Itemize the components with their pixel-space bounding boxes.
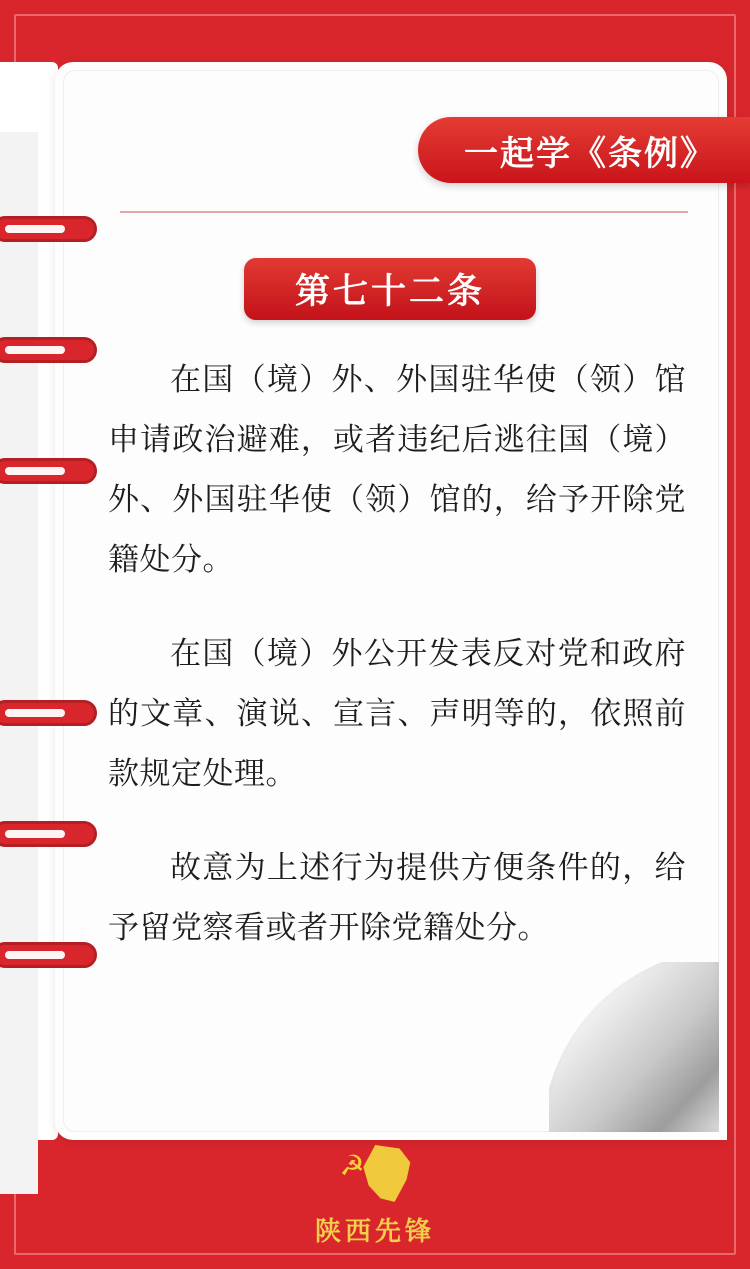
footer-logo-mark <box>329 1143 421 1209</box>
binder-ring <box>0 337 97 363</box>
hammer-sickle-icon: ☭ <box>339 1150 365 1181</box>
header-ribbon <box>418 117 750 183</box>
article-paragraph: 故意为上述行为提供方便条件的，给予留党察看或者开除党籍处分。 <box>108 850 686 945</box>
footer-branding <box>0 1143 750 1255</box>
article-badge-label: 第七十二条 <box>294 272 485 311</box>
binder-ring <box>0 458 97 484</box>
binder-ring <box>0 942 97 968</box>
notebook-spine-shadow <box>0 132 38 1194</box>
article-paragraph: 在国（境）外公开发表反对党和政府的文章、演说、宣言、声明等的，依照前款规定处理。 <box>108 636 686 791</box>
article-badge <box>244 258 536 320</box>
binder-ring <box>0 821 97 847</box>
footer-logo-label: 陕西先锋 <box>314 1216 435 1246</box>
header-ribbon-label: 一起学《条例》 <box>464 134 716 173</box>
article-paragraph: 在国（境）外、外国驻华使（领）馆申请政治避难，或者违纪后逃往国（境）外、外国驻华使（领）馆的，给予开除党籍处分。 <box>108 362 686 577</box>
article-body <box>108 350 686 992</box>
binder-ring <box>0 216 97 242</box>
header-divider <box>120 211 688 213</box>
binder-ring <box>0 700 97 726</box>
